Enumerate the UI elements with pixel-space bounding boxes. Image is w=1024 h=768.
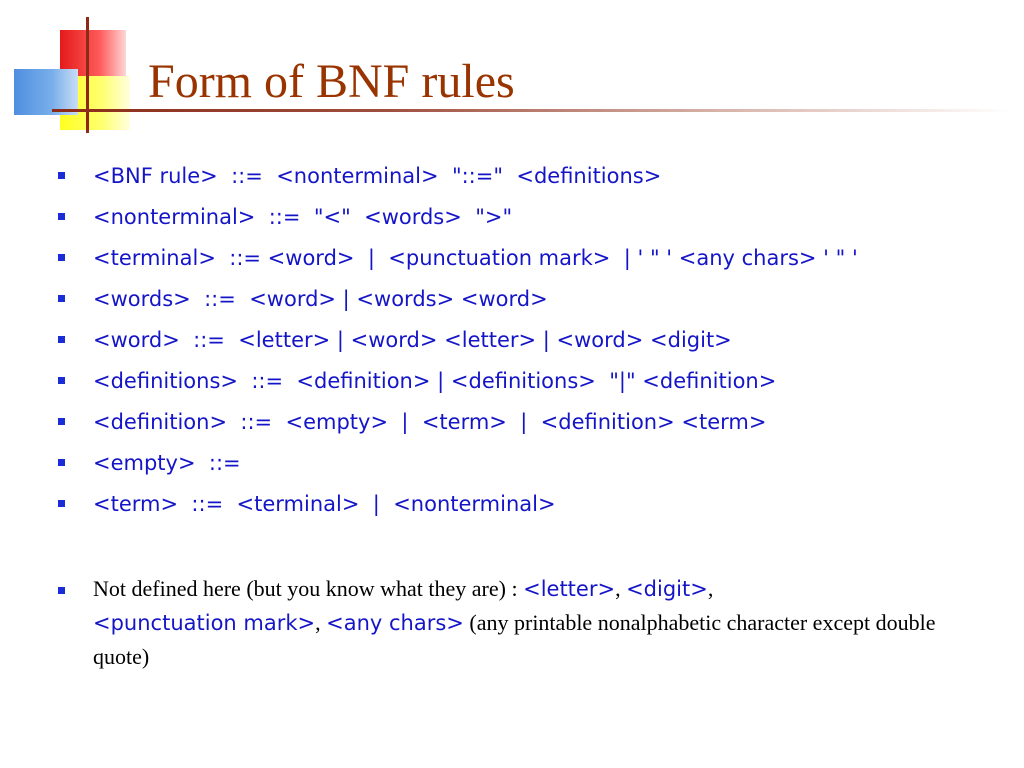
note-intro: Not defined here (but you know what they are) :	[93, 576, 524, 601]
square-bullet-icon	[58, 213, 65, 220]
square-bullet-icon	[58, 587, 65, 594]
separator: ,	[315, 610, 327, 635]
rule-text: <term> ::= <terminal> | <nonterminal>	[93, 492, 556, 516]
undefined-terms-note	[58, 572, 978, 674]
square-bullet-icon	[58, 172, 65, 179]
square-bullet-icon	[58, 418, 65, 425]
rule-text: <terminal> ::= <word> | <punctuation mark> | ' " ' <any chars> ' " '	[93, 246, 858, 270]
title-underline	[52, 109, 1012, 112]
rule-text: <word> ::= <letter> | <word> <letter> | <word> <digit>	[93, 328, 732, 352]
square-bullet-icon	[58, 254, 65, 261]
separator: ,	[615, 576, 627, 601]
punctuation-mark-term: <punctuation mark>	[93, 611, 316, 635]
separator: ,	[707, 576, 714, 601]
digit-term: <digit>	[626, 577, 708, 601]
slide-title: Form of BNF rules	[148, 55, 515, 108]
letter-term: <letter>	[523, 577, 616, 601]
rule-text: <definition> ::= <empty> | <term> | <definition> <term>	[93, 410, 767, 434]
rule-text: <words> ::= <word> | <words> <word>	[93, 287, 548, 311]
square-bullet-icon	[58, 295, 65, 302]
rule-text: <definitions> ::= <definition> | <definitions> "|" <definition>	[93, 369, 777, 393]
square-bullet-icon	[58, 336, 65, 343]
rule-text: <nonterminal> ::= "<" <words> ">"	[93, 205, 513, 229]
note-explanation: (any printable nonalphabetic character except double quote)	[93, 610, 936, 669]
square-bullet-icon	[58, 377, 65, 384]
rule-text: <empty> ::=	[93, 451, 241, 475]
decorative-logo	[0, 0, 140, 140]
square-bullet-icon	[58, 500, 65, 507]
note-text	[93, 572, 978, 674]
any-chars-term: <any chars>	[326, 611, 464, 635]
vertical-accent-line	[86, 17, 89, 133]
rule-text: <BNF rule> ::= <nonterminal> "::=" <definitions>	[93, 164, 662, 188]
square-bullet-icon	[58, 459, 65, 466]
